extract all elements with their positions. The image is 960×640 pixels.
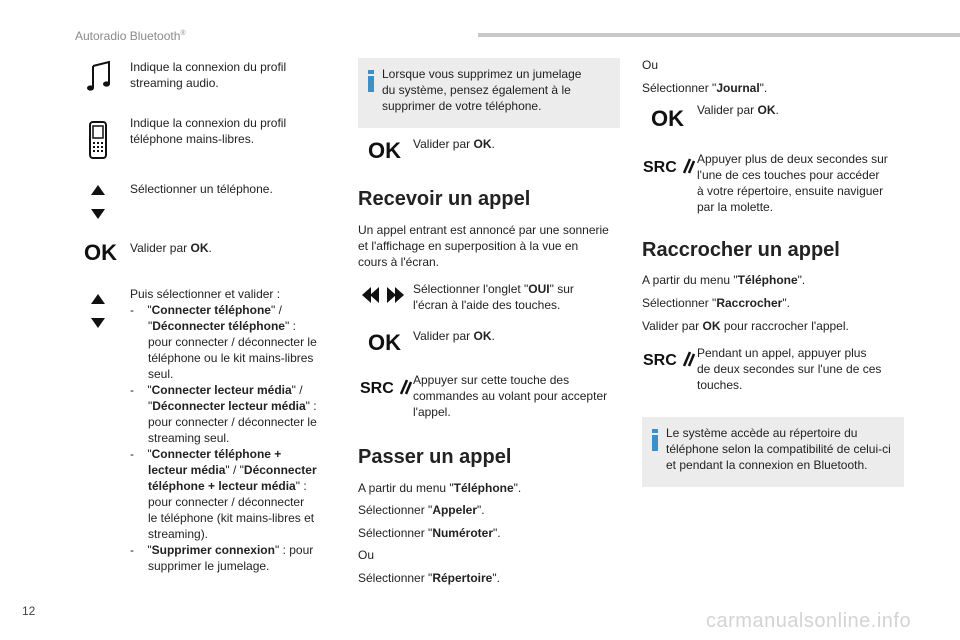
- header-title: Autoradio Bluetooth®: [75, 29, 186, 43]
- src-steering-button-icon: SRC: [643, 157, 695, 177]
- up-down-arrows-icon: [91, 294, 105, 333]
- section-title-hang-up: Raccrocher un appel: [642, 239, 840, 261]
- select-numeroter-text: Sélectionner "Numéroter".: [358, 526, 501, 540]
- menu-telephone-text: A partir du menu "Téléphone".: [642, 273, 806, 287]
- select-repertoire-text: Sélectionner "Répertoire".: [358, 571, 500, 585]
- or-text: Ou: [358, 548, 375, 562]
- select-phone-text: Sélectionner un téléphone.: [130, 182, 273, 196]
- or-text: Ou: [642, 58, 659, 72]
- validate-hangup-text: Valider par OK pour raccrocher l'appel.: [642, 319, 849, 333]
- src-steering-button-icon: SRC: [360, 378, 412, 398]
- info-icon: [368, 70, 374, 92]
- left-right-arrows-icon: [362, 287, 404, 308]
- select-oui-text: Sélectionner l'onglet "OUI" sur l'écran à l'aide des touches.: [413, 282, 574, 312]
- watermark: carmanualsonline.info: [706, 610, 912, 632]
- up-down-arrows-icon: [91, 185, 105, 224]
- info-box-delete-pairing: Lorsque vous supprimez un jumelage du système, pensez également à le supprimer de votre téléphone.: [358, 58, 620, 128]
- ok-button-icon: OK: [651, 106, 684, 131]
- select-appeler-text: Sélectionner "Appeler".: [358, 503, 485, 517]
- section-title-make-call: Passer un appel: [358, 446, 512, 468]
- phone-handsfree-icon: [89, 121, 107, 164]
- music-profile-desc: Indique la connexion du profil streaming audio.: [130, 60, 287, 90]
- receive-call-intro: Un appel entrant est annoncé par une sonnerie et l'affichage en superposition à la vue en cours à l'écran.: [358, 223, 609, 269]
- page-number: 12: [22, 604, 36, 618]
- validate-ok-text: Valider par OK.: [413, 329, 495, 343]
- validate-ok-text: Valider par OK.: [413, 137, 495, 151]
- music-note-icon: [86, 60, 114, 97]
- src-steering-button-icon: SRC: [643, 350, 695, 370]
- select-journal-text: Sélectionner "Journal".: [642, 81, 768, 95]
- ok-button-icon: OK: [368, 330, 401, 355]
- header-bar: [478, 33, 960, 37]
- accept-call-desc: Appuyer sur cette touche des commandes au volant pour accepter l'appel.: [413, 373, 608, 419]
- info-box-directory: Le système accède au répertoire du téléphone selon la compatibilité de celui-ci et pendant la connexion en Bluetooth.: [642, 417, 904, 487]
- section-title-receive-call: Recevoir un appel: [358, 188, 531, 210]
- hangup-long-press-desc: Pendant un appel, appuyer plus de deux secondes sur l'une de ces touches.: [697, 346, 882, 392]
- ok-button-icon: OK: [84, 240, 117, 265]
- directory-access-desc: Appuyer plus de deux secondes sur l'une de ces touches pour accéder à votre répertoire, ensuite naviguer par la molette.: [697, 152, 888, 214]
- validate-ok-text: Valider par OK.: [130, 241, 212, 255]
- menu-telephone-text: A partir du menu "Téléphone".: [358, 481, 522, 495]
- info-icon: [652, 429, 658, 451]
- connection-options: Puis sélectionner et valider : - "Connecter téléphone" / "Déconnecter téléphone" : pour connecter / déconnecter le téléphone ou le kit mains-libres seul. - "Connecter lecteur média" / "Déconnecter lecteur média" : pour connecter / déconnecter le streaming seul. - "Connecter téléphone + lecteur média" / "Déconnecter téléphone + lecteur média" : pour connecter / déconnecter le téléphone (kit mains-libres et streaming). - "Supprimer connexion" : pour supprimer le jumelage.: [130, 287, 317, 573]
- phone-profile-desc: Indique la connexion du profil téléphone mains-libres.: [130, 116, 287, 146]
- ok-button-icon: OK: [368, 138, 401, 163]
- select-raccrocher-text: Sélectionner "Raccrocher".: [642, 296, 790, 310]
- validate-ok-text: Valider par OK.: [697, 103, 779, 117]
